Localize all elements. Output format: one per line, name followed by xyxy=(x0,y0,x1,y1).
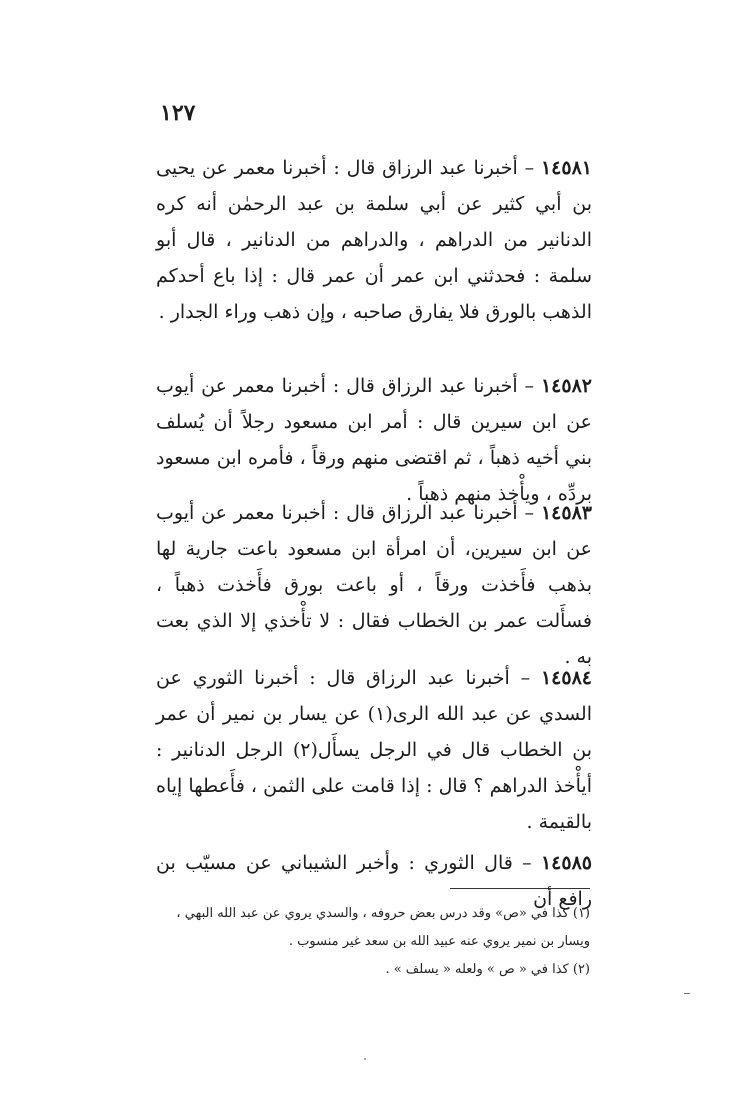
hadith-number: ١٤٥٨٤ xyxy=(540,667,592,689)
scan-speck xyxy=(364,1058,366,1060)
scan-mark xyxy=(684,993,690,994)
footnote-line: (٢) كذا في « ص » ولعله « يسلف » . xyxy=(385,962,590,977)
hadith-paragraph xyxy=(156,150,592,330)
footnote-line: ويسار بن نمير يروي عنه عبيد الله بن سعد غير منسوب . xyxy=(288,934,590,949)
hadith-paragraph xyxy=(156,368,592,512)
hadith-text: – أخبرنا عبد الرزاق قال : أخبرنا معمر عن أيوب عن ابن سيرين، أن امرأة ابن مسعود باعت جارية لها بذهب فأَخذت ورقاً ، أو باعت بورق فأَخذت ذهباً ، فسأَلت عمر بن الخطاب فقال : لا تأْخذي إلا الذي بعت به . xyxy=(156,502,592,668)
hadith-text: – أخبرنا عبد الرزاق قال : أخبرنا معمر عن أيوب عن ابن سيرين قال : أمر ابن مسعود رجلاً أن يُسلف بني أخيه ذهباً ، ثم اقتضى منهم ورقاً ، فأمره ابن مسعود بردِّه ، ويأْخذ منهم ذهباً . xyxy=(156,375,592,505)
footnote-line: (١) كذا في «ص» وقد درس بعض حروفه ، والسدي يروي عن عبد الله البهي ، xyxy=(176,906,590,921)
hadith-text: – أخبرنا عبد الرزاق قال : أخبرنا الثوري عن السدي عن عبد الله الرى(١) عن يسار بن نمير أن عمر بن الخطاب قال في الرجل يسأَل(٢) الرجل الدنانير : أيأْخذ الدراهم ؟ قال : إذا قامت على الثمن ، فأَعطها إياه بالقيمة . xyxy=(156,667,592,833)
hadith-paragraph xyxy=(156,495,592,675)
hadith-number: ١٤٥٨٣ xyxy=(540,502,592,524)
hadith-text: – أخبرنا عبد الرزاق قال : أخبرنا معمر عن يحيى بن أبي كثير عن أبي سلمة بن عبد الرحمٰن أنه كره الدنانير من الدراهم ، والدراهم من الدنانير ، قال أبو سلمة : فحدثني ابن عمر أن عمر قال : إذا باع أحدكم الذهب بالورق فلا يفارق صاحبه ، وإن ذهب وراء الجدار . xyxy=(156,157,592,323)
footnote-divider xyxy=(450,888,590,889)
page-number: ١٢٧ xyxy=(160,100,196,126)
hadith-paragraph xyxy=(156,660,592,840)
hadith-number: ١٤٥٨١ xyxy=(540,157,592,179)
hadith-text: – قال الثوري : وأخبر الشيباني عن مسيّب بن رافع أن xyxy=(156,852,592,910)
footnotes xyxy=(160,900,590,984)
hadith-number: ١٤٥٨٥ xyxy=(540,852,592,874)
hadith-number: ١٤٥٨٢ xyxy=(540,375,592,397)
